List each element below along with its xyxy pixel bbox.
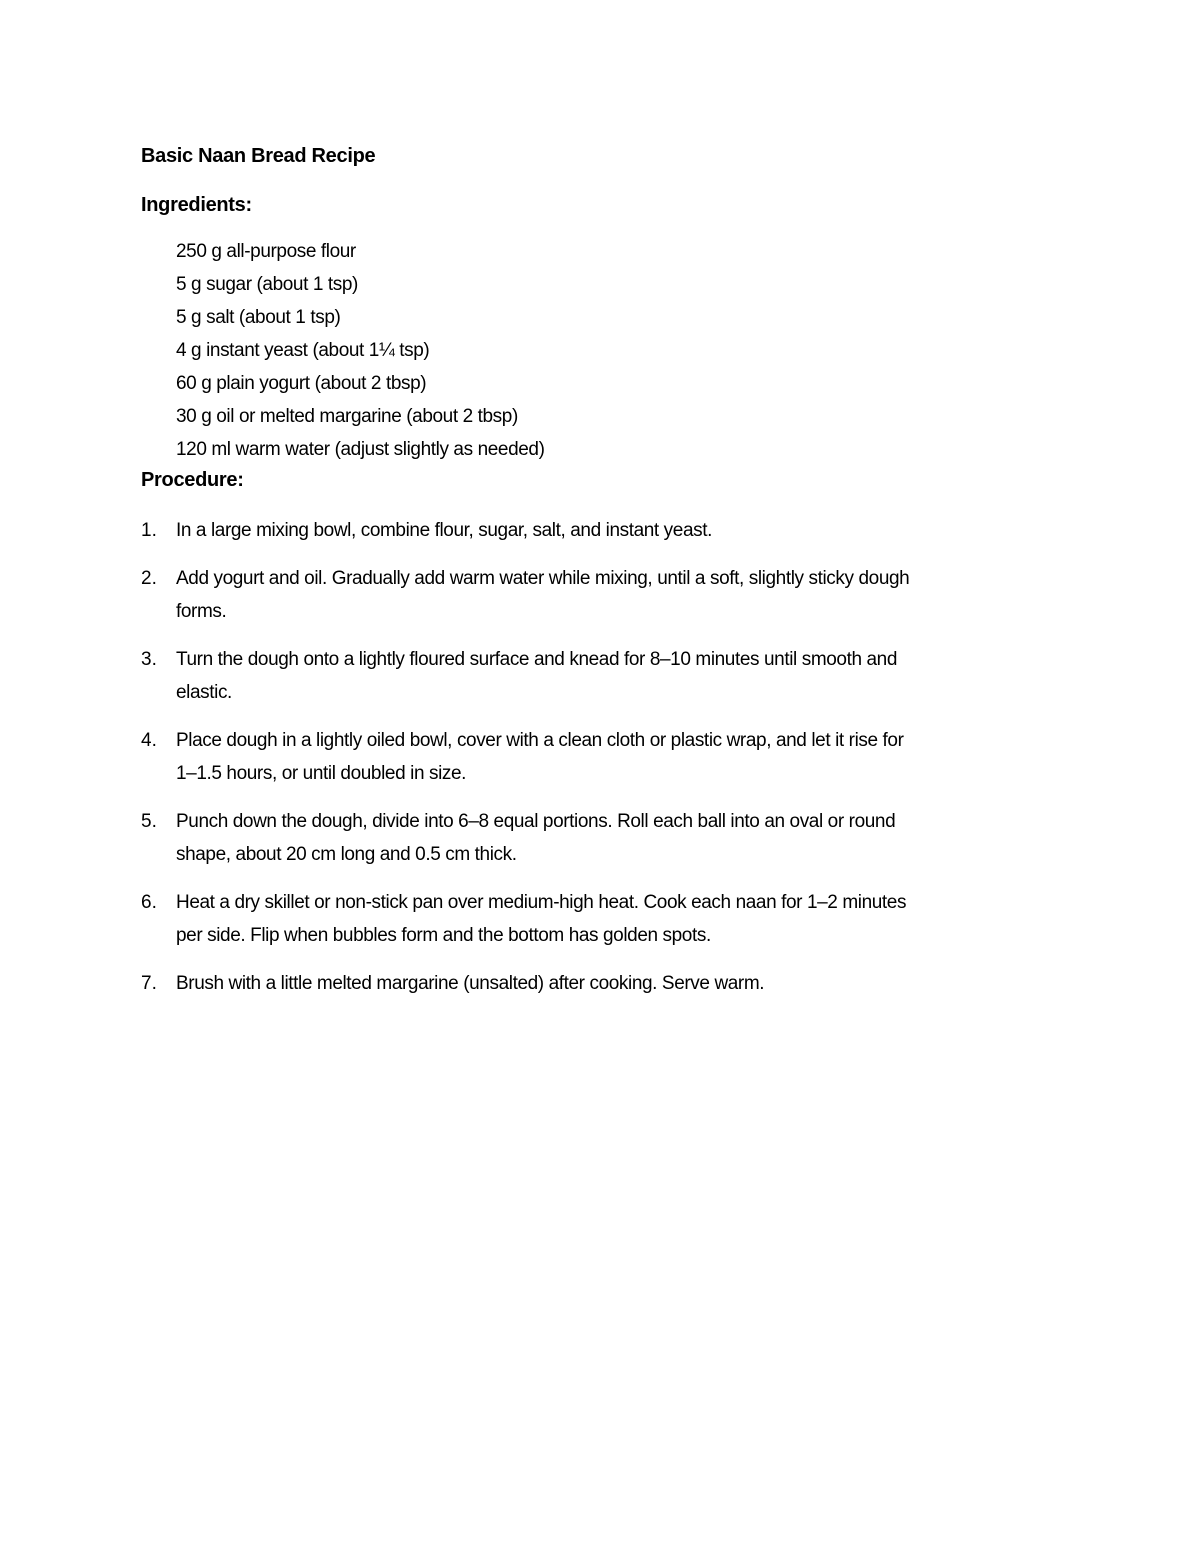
recipe-title: Basic Naan Bread Recipe bbox=[141, 145, 376, 167]
procedure-step bbox=[141, 562, 1071, 628]
document-page bbox=[141, 142, 1071, 1015]
ingredient-item: 5 g sugar (about 1 tsp) bbox=[176, 274, 358, 295]
procedure-list bbox=[141, 514, 1071, 1000]
ingredient-item: 60 g plain yogurt (about 2 tbsp) bbox=[176, 373, 427, 394]
step-number: 3. bbox=[141, 649, 157, 670]
ingredient-item: 5 g salt (about 1 tsp) bbox=[176, 307, 341, 328]
step-number: 6. bbox=[141, 892, 157, 913]
step-text-line: Punch down the dough, divide into 6–8 equal portions. Roll each ball into an oval or round bbox=[176, 811, 896, 832]
ingredient-item: 30 g oil or melted margarine (about 2 tbsp) bbox=[176, 406, 518, 427]
step-text-line: Heat a dry skillet or non-stick pan over medium-high heat. Cook each naan for 1–2 minutes bbox=[176, 892, 907, 913]
step-text-line: forms. bbox=[176, 601, 227, 622]
procedure-step bbox=[141, 643, 1071, 709]
step-text bbox=[176, 886, 906, 952]
step-text-line: Add yogurt and oil. Gradually add warm water while mixing, until a soft, slightly sticky dough bbox=[176, 568, 910, 589]
ingredients-heading: Ingredients: bbox=[141, 194, 252, 216]
procedure-step bbox=[141, 724, 1071, 790]
step-number: 7. bbox=[141, 973, 157, 994]
step-number: 2. bbox=[141, 568, 157, 589]
step-text-line: 1–1.5 hours, or until doubled in size. bbox=[176, 763, 467, 784]
procedure-step bbox=[141, 967, 1071, 1000]
procedure-step bbox=[141, 805, 1071, 871]
step-number: 1. bbox=[141, 520, 157, 541]
step-text bbox=[176, 514, 712, 547]
procedure-step bbox=[141, 886, 1071, 952]
step-text-line: shape, about 20 cm long and 0.5 cm thick. bbox=[176, 844, 517, 865]
ingredient-item: 120 ml warm water (adjust slightly as needed) bbox=[176, 439, 545, 460]
step-text-line: Turn the dough onto a lightly floured surface and knead for 8–10 minutes until smooth and bbox=[176, 649, 898, 670]
procedure-step bbox=[141, 514, 1071, 547]
step-text-line: per side. Flip when bubbles form and the bottom has golden spots. bbox=[176, 925, 711, 946]
step-text bbox=[176, 967, 764, 1000]
step-text-line: elastic. bbox=[176, 682, 232, 703]
ingredient-item: 250 g all-purpose flour bbox=[176, 241, 356, 262]
ingredients-list bbox=[176, 235, 1071, 466]
step-text bbox=[176, 643, 897, 709]
step-text-line: In a large mixing bowl, combine flour, sugar, salt, and instant yeast. bbox=[176, 520, 712, 541]
step-number: 5. bbox=[141, 811, 157, 832]
step-text-line: Brush with a little melted margarine (unsalted) after cooking. Serve warm. bbox=[176, 973, 765, 994]
step-text bbox=[176, 805, 895, 871]
procedure-heading: Procedure: bbox=[141, 469, 244, 491]
step-text bbox=[176, 724, 904, 790]
step-text-line: Place dough in a lightly oiled bowl, cover with a clean cloth or plastic wrap, and let it rise for bbox=[176, 730, 904, 751]
step-text bbox=[176, 562, 909, 628]
step-number: 4. bbox=[141, 730, 157, 751]
ingredient-item: 4 g instant yeast (about 1¼ tsp) bbox=[176, 340, 430, 361]
